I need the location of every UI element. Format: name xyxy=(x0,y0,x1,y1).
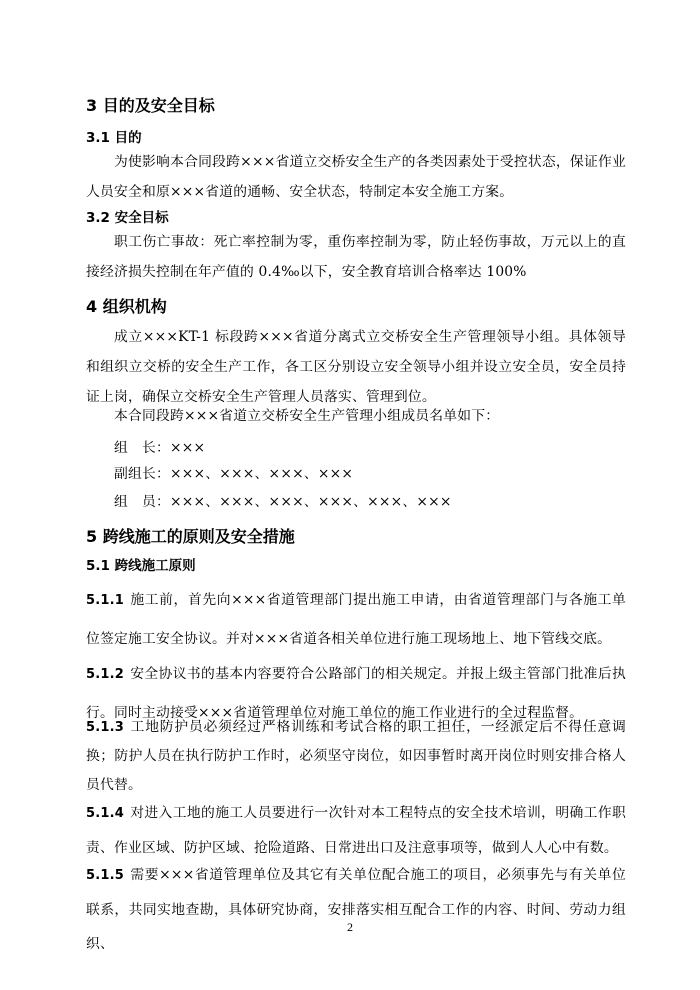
clause-text: 安全协议书的基本内容要符合公路部门的相关规定。并报上级主管部门批准后执行。同时主动接受×××省道管理单位对施工单位的施工作业进行的全过程监督。 xyxy=(86,666,626,721)
clause-5-1-1 xyxy=(86,581,626,658)
section-4-paragraph-1: 成立×××KT-1 标段跨×××省道分离式立交桥安全生产管理领导小组。具体领导和组织立交桥的安全生产工作，各工区分别设立安全领导小组并设立安全员，安全员持证上岗，确保立交桥安全生产管理人员落实、管理到位。 xyxy=(86,329,626,405)
clause-number: 5.1.5 xyxy=(86,868,125,883)
clause-number: 5.1.4 xyxy=(86,806,125,821)
clause-text: 工地防护员必须经过严格训练和考试合格的职工担任，一经派定后不得任意调换；防护人员在执行防护工作时，必须坚守岗位，如因事暂时离开岗位时则安排合格人员代替。 xyxy=(86,719,626,793)
member-names: ×××、×××、×××、×××、×××、××× xyxy=(170,494,452,510)
section-4-paragraph-2: 本合同段跨×××省道立交桥安全生产管理小组成员名单如下： xyxy=(114,408,500,424)
clause-5-1-4 xyxy=(86,796,626,865)
member-row-deputy xyxy=(86,459,654,489)
section-4-heading: 4 组织机构 xyxy=(86,297,167,316)
member-names: ×××、×××、×××、××× xyxy=(170,466,354,482)
clause-number: 5.1.1 xyxy=(86,593,125,608)
member-names: ××× xyxy=(170,440,206,456)
page-number: 2 xyxy=(347,920,353,934)
member-label: 组 长： xyxy=(114,440,170,456)
section-5-heading: 5 跨线施工的原则及安全措施 xyxy=(86,527,295,546)
section-3-1-paragraph: 为使影响本合同段跨×××省道立交桥安全生产的各类因素处于受控状态，保证作业人员安全和原×××省道的通畅、安全状态，特制定本安全施工方案。 xyxy=(86,154,626,200)
clause-text: 对进入工地的施工人员要进行一次针对本工程特点的安全技术培训，明确工作职责、作业区域、防护区域、抢险道路、日常进出口及注意事项等，做到人人心中有数。 xyxy=(86,805,626,856)
section-5-1-heading: 5.1 跨线施工原则 xyxy=(86,558,196,574)
clause-5-1-5 xyxy=(86,858,626,961)
member-label: 组 员： xyxy=(114,494,170,510)
clause-number: 5.1.3 xyxy=(86,720,125,735)
clause-number: 5.1.2 xyxy=(86,667,125,682)
section-3-2-heading: 3.2 安全目标 xyxy=(86,210,169,226)
member-label: 副组长： xyxy=(114,466,170,482)
section-3-heading: 3 目的及安全目标 xyxy=(86,96,215,115)
clause-text: 施工前，首先向×××省道管理部门提出施工申请，由省道管理部门与各施工单位签定施工安全协议。并对×××省道各相关单位进行施工现场地上、地下管线交底。 xyxy=(86,592,626,647)
clause-text: 需要×××省道管理单位及其它有关单位配合施工的项目，必须事先与有关单位联系，共同实地查勘，具体研究协商，安排落实相互配合工作的内容、时间、劳动力组织、 xyxy=(86,867,626,952)
clause-5-1-3 xyxy=(86,713,626,800)
section-3-1-heading: 3.1 目的 xyxy=(86,130,142,146)
member-row-members xyxy=(86,487,654,517)
section-3-2-paragraph: 职工伤亡事故：死亡率控制为零，重伤率控制为零，防止轻伤事故，万元以上的直接经济损失控制在年产值的 0.4‰以下，安全教育培训合格率达 100% xyxy=(86,234,626,280)
